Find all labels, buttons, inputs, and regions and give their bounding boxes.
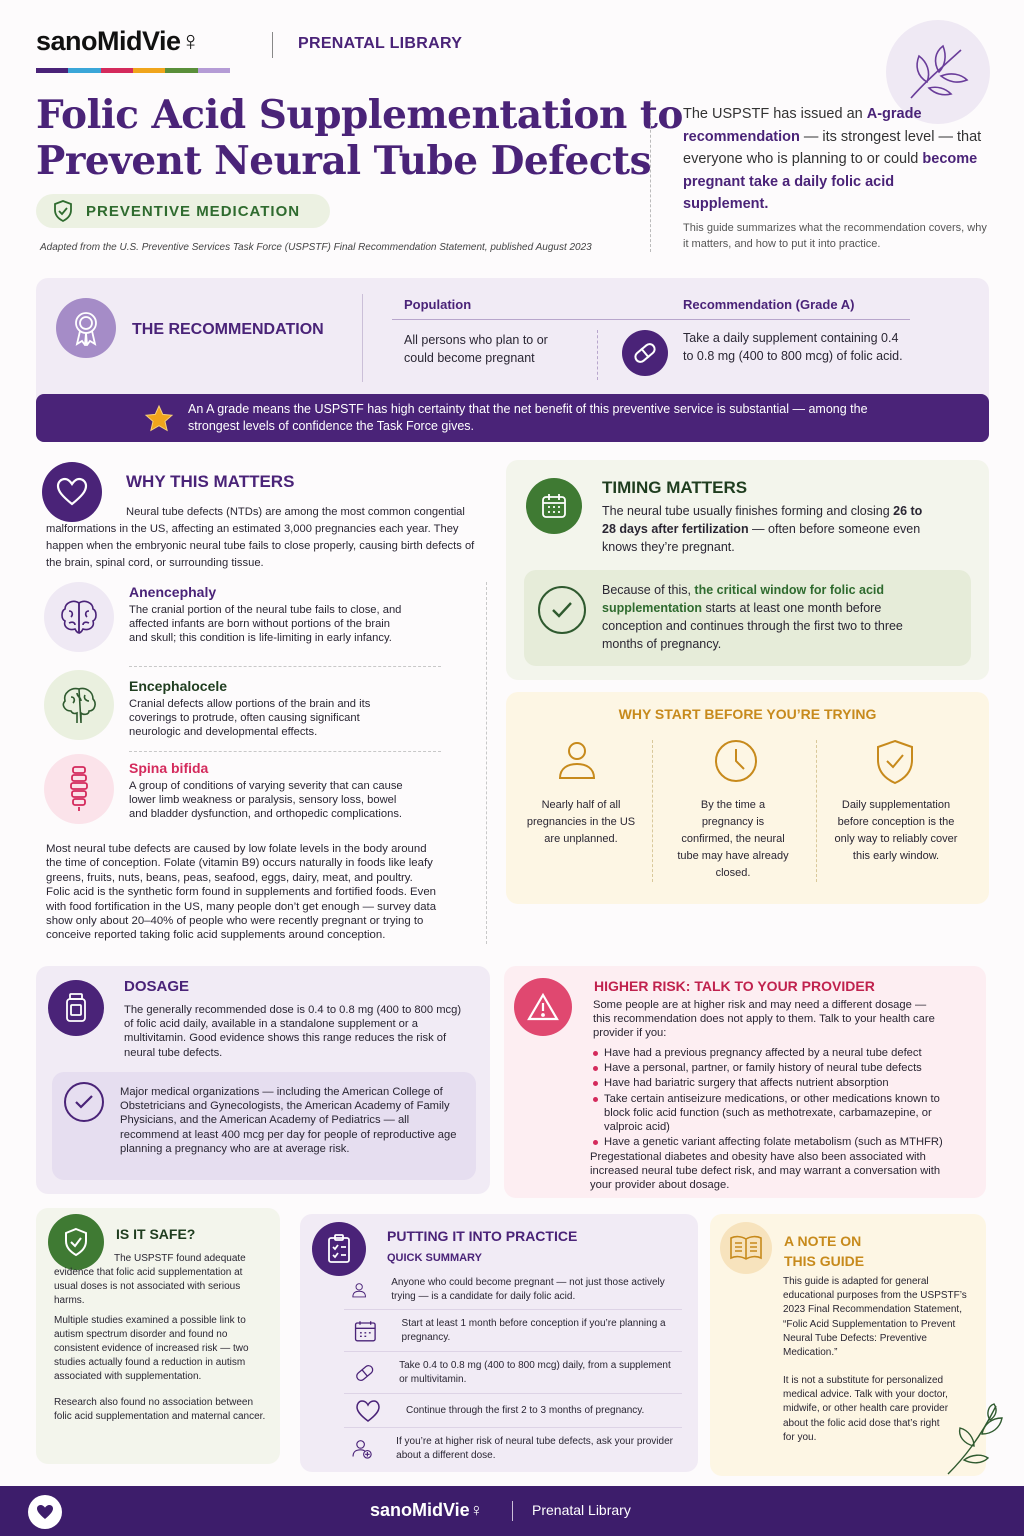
calendar-icon — [344, 1319, 380, 1343]
risk-list — [592, 1046, 962, 1150]
list-item: Have had a previous pregnancy affected by a neural tube defect — [592, 1046, 962, 1060]
award-ribbon-icon — [56, 298, 116, 358]
list-item: Take 0.4 to 0.8 mg (400 to 800 mcg) daily, from a supplement or multivitamin. — [344, 1352, 682, 1394]
grade-banner: An A grade means the USPSTF has high certainty that the net benefit of this preventive service is substantial — among the strongest levels of confidence the Task Force gives. — [36, 394, 989, 442]
rec-divider-vertical — [362, 294, 363, 382]
brand-logo: sanoMidVie♀ — [36, 26, 201, 56]
list-item: Anyone who could become pregnant — not just those actively trying — is a candidate for daily folic acid. — [344, 1270, 682, 1310]
warning-icon — [514, 978, 572, 1036]
brain-icon — [44, 582, 114, 652]
person-plus-icon — [344, 1436, 374, 1462]
pill-icon — [622, 330, 668, 376]
risk-intro: Some people are at higher risk and may need a different dosage — this recommendation does not apply to them. Talk to your health care provider if you: — [593, 999, 935, 1040]
why-start-item: Nearly half of all pregnancies in the US are unplanned. — [526, 799, 636, 845]
rec-divider-dashed — [597, 330, 598, 380]
star-icon — [144, 404, 174, 432]
clipboard-icon — [312, 1222, 366, 1276]
recommendation-heading: THE RECOMMENDATION — [132, 321, 324, 338]
population-label: Population — [404, 297, 472, 312]
rec-grade-label: Recommendation (Grade A) — [683, 297, 855, 312]
dosage-text: The generally recommended dose is 0.4 to 0.8 mg (400 to 800 mcg) of folic acid daily, available in a standalone supplement or a multivitamin. Good evidence shows this range reduces the risk of neural tube defects. — [124, 1004, 462, 1059]
note-p1: This guide is adapted for general educational purposes from the USPSTF’s 2023 Final Recommendation Statement, “Folic Acid Supplementation to Prevent Neural Tube Defects: Preventive Medication.” — [783, 1276, 967, 1359]
why-intro: Neural tube defects (NTDs) are among the most common congential malformations in the US, affecting an estimated 3,000 pregnancies each year. They happen when the embryonic neural tube fails to close properly, causing birth defects of the brain, spinal cord, or surrounding tissue. — [46, 506, 475, 569]
why-start-item: Daily supplementation before conception is the only way to reliably cover this early window. — [834, 799, 958, 862]
rec-divider-horizontal — [392, 319, 910, 320]
category-badge: PREVENTIVE MEDICATION — [36, 194, 330, 228]
list-item: Have a personal, partner, or family history of neural tube defects — [592, 1061, 962, 1075]
condition-divider — [129, 751, 441, 752]
why-start-divider — [816, 740, 817, 882]
dosage-heading: DOSAGE — [124, 978, 190, 995]
list-item: If you’re at higher risk of neural tube defects, ask your provider about a different dose. — [344, 1428, 682, 1470]
critical-window-text: Because of this, the critical window for folic acid supplementation starts at least one month before conception and continues through the first two to three months of pregnancy. — [602, 583, 903, 651]
risk-heading: HIGHER RISK: TALK TO YOUR PROVIDER — [594, 978, 875, 994]
condition-text-spina-bifida: A group of conditions of varying severity that can cause lower limb weakness or paralysis, sensory loss, bowel and bladder dysfunction, and orthopedic complications. — [129, 780, 403, 821]
check-circle-icon — [538, 586, 586, 634]
note-p2: It is not a substitute for personalized medical advice. Talk with your doctor, midwife, or other health care provider about the folic acid dose that’s right for you. — [783, 1375, 949, 1443]
practice-list — [344, 1270, 682, 1470]
recommendation-text: Take a daily supplement containing 0.4 to 0.8 mg (400 to 800 mcg) of folic acid. — [683, 331, 903, 363]
person-icon — [555, 738, 599, 787]
header-divider — [272, 32, 273, 58]
note-heading: A NOTE ON THIS GUIDE — [784, 1233, 865, 1269]
list-item: Take certain antiseizure medications, or other medications known to block folic acid function (such as methotrexate, carbamazepine, or valproic acid) — [592, 1092, 962, 1135]
brain-stem-icon — [44, 670, 114, 740]
condition-text-anencephaly: The cranial portion of the neural tube fails to close, and affected infants are born without portions of the brain and skull; this condition is life-limiting in early infancy. — [129, 604, 402, 645]
safe-p2: Multiple studies examined a possible link to autism spectrum disorder and found no consistent evidence of increased risk — two studies actually found a reduction in autism associated with supplementation. — [54, 1315, 249, 1382]
medical-orgs-text: Major medical organizations — including the American College of Obstetricians and Gynecologists, the American Academy of Family Physicians, and the American Academy of Pediatrics — all recommend at least 400 mcg per day for people of reproductive age planning a pregnancy who are at average risk. — [120, 1086, 457, 1155]
shield-check-icon — [52, 199, 74, 223]
pill-icon — [344, 1361, 377, 1385]
section-label[interactable]: PRENATAL LIBRARY — [298, 35, 463, 52]
page-title: Folic Acid Supplementation to Prevent Neural Tube Defects — [36, 92, 683, 184]
practice-heading: PUTTING IT INTO PRACTICE — [387, 1228, 578, 1244]
intro-small: This guide summarizes what the recommendation covers, why it matters, and how to put it into practice. — [683, 222, 987, 250]
population-text: All persons who plan to or could become pregnant — [404, 333, 548, 365]
heart-icon — [28, 1495, 62, 1529]
condition-text-encephalocele: Cranial defects allow portions of the brain and its coverings to protrude, often causing significant neurologic and developmental effects. — [129, 698, 371, 739]
list-item: Have had bariatric surgery that affects nutrient absorption — [592, 1076, 962, 1090]
condition-divider — [129, 666, 441, 667]
practice-subheading: QUICK SUMMARY — [387, 1252, 482, 1264]
folate-paragraph: Most neural tube defects are caused by low folate levels in the body around the time of conception. Folate (vitamin B9) occurs naturally in foods like leafy greens, fruits, nuts, beans, peas, seafood, eggs, dairy, meat, and poultry. Folic acid is the synthetic form found in supplements and fortified foods. Even with food fortification in the US, many people don’t get enough — survey data show only about 20–40% of people who were recently pregnant or trying to conceive reported taking folic acid supplements around conception. — [46, 843, 437, 942]
footer-divider — [512, 1501, 513, 1521]
why-start-divider — [652, 740, 653, 882]
why-heading: WHY THIS MATTERS — [126, 472, 295, 491]
leaf-sprig-icon — [944, 1402, 1010, 1483]
heart-icon — [344, 1399, 384, 1423]
risk-outro: Pregestational diabetes and obesity have also been associated with increased neural tube defect risk, and may warrant a conversation with your provider about dosage. — [590, 1151, 941, 1192]
list-item: Have a genetic variant affecting folate metabolism (such as MTHFR) — [592, 1135, 962, 1149]
why-start-heading: WHY START BEFORE YOU’RE TRYING — [618, 706, 877, 722]
calendar-icon — [526, 478, 582, 534]
safe-p1: The USPSTF found adequate evidence that folic acid supplementation at usual doses is not associated with serious harms. — [54, 1253, 246, 1306]
why-start-item: By the time a pregnancy is confirmed, the neural tube may have already closed. — [677, 799, 789, 879]
spine-icon — [44, 754, 114, 824]
shield-check-icon — [873, 738, 917, 791]
safe-p3: Research also found no association between folic acid supplementation and maternal cancer. — [54, 1397, 266, 1422]
safe-heading: IS IT SAFE? — [116, 1226, 196, 1242]
timing-text: The neural tube usually finishes forming and closing 26 to 28 days after fertilization — often before someone even knows they’re pregnant. — [602, 504, 923, 554]
person-icon — [344, 1278, 369, 1302]
book-icon — [720, 1222, 772, 1274]
footer-section[interactable]: Prenatal Library — [532, 1502, 631, 1518]
brand-color-bar — [36, 68, 230, 73]
intro-statement: The USPSTF has issued an A-grade recommendation — its strongest level — that everyone who is planning to or could become pregnant take a daily folic acid supplement. — [683, 106, 982, 212]
list-item: Continue through the first 2 to 3 months of pregnancy. — [344, 1394, 682, 1428]
timing-heading: TIMING MATTERS — [602, 478, 748, 497]
supplement-bottle-icon — [48, 980, 104, 1036]
source-note: Adapted from the U.S. Preventive Services Task Force (USPSTF) Final Recommendation Statement, published August 2023 — [40, 242, 592, 253]
condition-name-spina-bifida: Spina bifida — [129, 760, 209, 776]
condition-name-encephalocele: Encephalocele — [129, 678, 228, 694]
footer-brand[interactable]: sanoMidVie♀ — [370, 1500, 484, 1520]
list-item: Start at least 1 month before conception if you’re planning a pregnancy. — [344, 1310, 682, 1352]
column-divider — [486, 582, 487, 944]
clock-icon — [713, 738, 759, 789]
intro-divider — [650, 100, 651, 252]
check-circle-icon — [64, 1082, 104, 1122]
condition-name-anencephaly: Anencephaly — [129, 584, 217, 600]
